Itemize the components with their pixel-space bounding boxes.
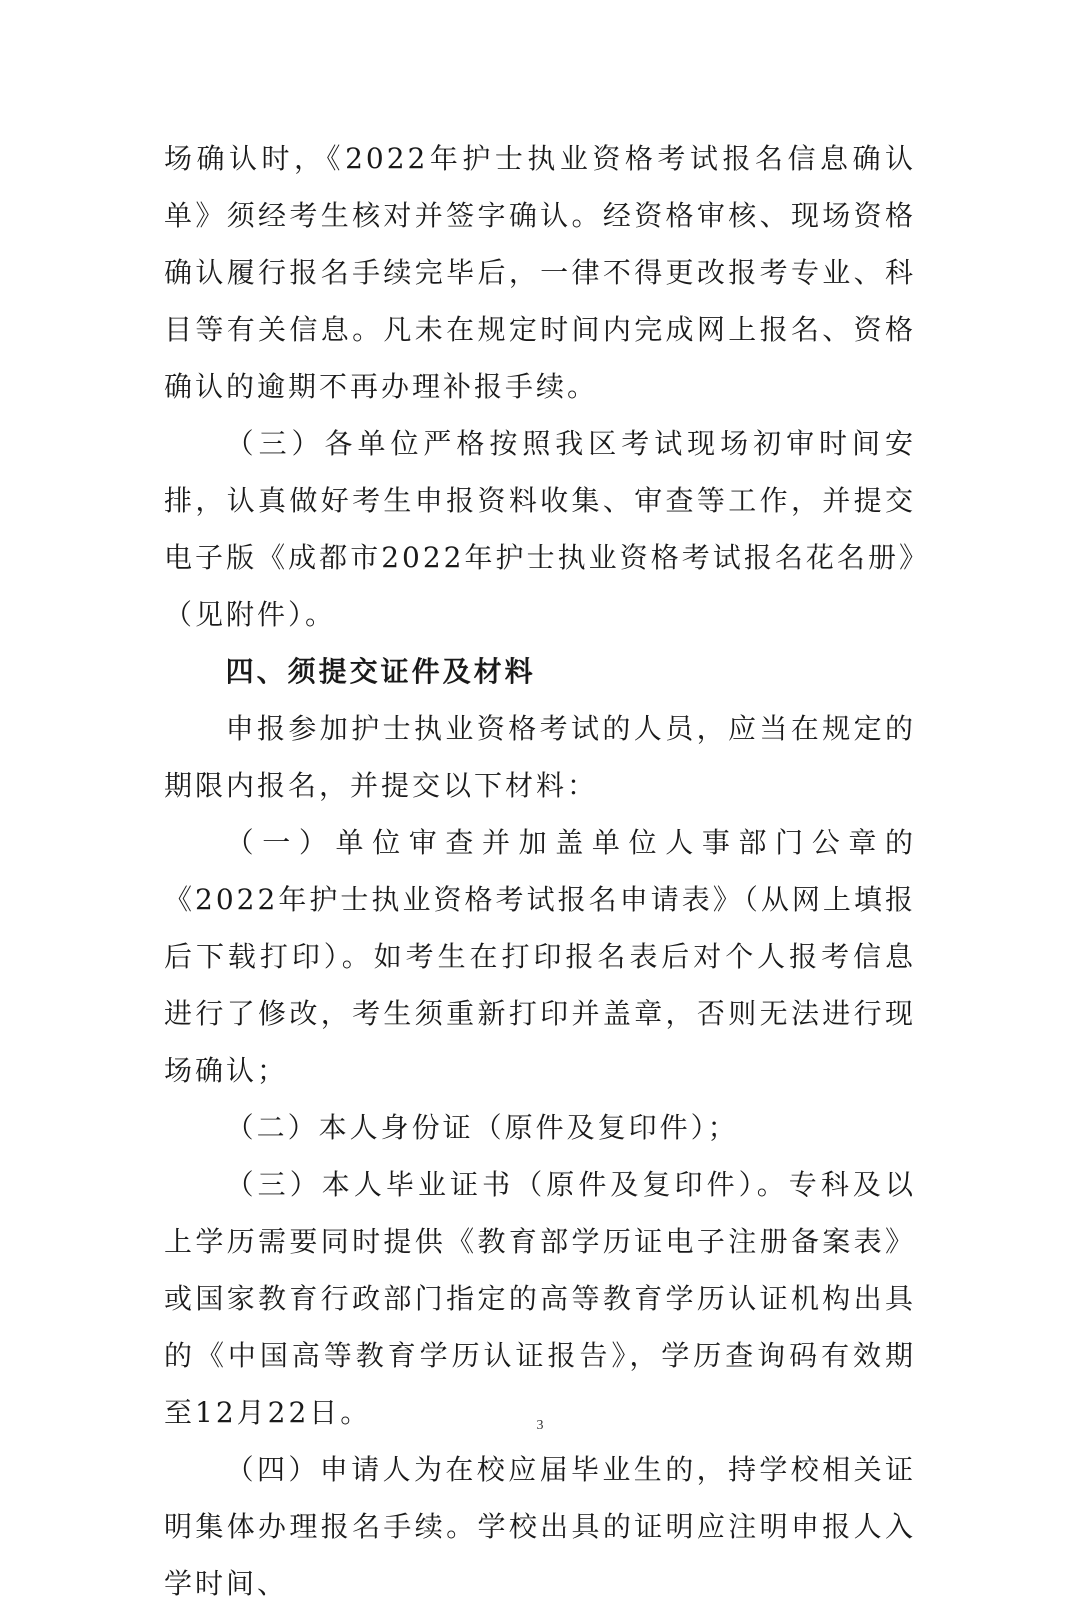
paragraph-material-2-id-card: （二）本人身份证（原件及复印件）； bbox=[225, 1111, 739, 1144]
page-number: 3 bbox=[536, 1418, 544, 1433]
paragraph-material-4-graduates: （四）申请人为在校应届毕业生的，持学校相关证明集体办理报名手续。学校出具的证明应注明申报人入学时间、 bbox=[164, 1453, 916, 1600]
section-heading-required-documents: 四、须提交证件及材料 bbox=[225, 655, 536, 688]
paragraph-material-3-diploma: （三）本人毕业证书（原件及复印件）。专科及以上学历需要同时提供《教育部学历证电子注册备案表》或国家教育行政部门指定的高等教育学历认证机构出具的《中国高等教育学历认证报告》，学历查询码有效期至12月22日。 bbox=[164, 1168, 916, 1429]
paragraph-item-3-initial-review: （三）各单位严格按照我区考试现场初审时间安排，认真做好考生申报资料收集、审查等工作，并提交电子版《成都市2022年护士执业资格考试报名花名册》（见附件）。 bbox=[164, 427, 916, 631]
paragraph-materials-intro: 申报参加护士执业资格考试的人员，应当在规定的期限内报名，并提交以下材料： bbox=[164, 712, 916, 802]
paragraph-material-1-application-form: （一）单位审查并加盖单位人事部门公章的《2022年护士执业资格考试报名申请表》（从网上填报后下载打印）。如考生在打印报名表后对个人报考信息进行了修改，考生须重新打印并盖章，否则无法进行现场确认； bbox=[164, 826, 916, 1087]
document-body bbox=[164, 130, 916, 1612]
paragraph-confirmation-continued: 场确认时，《2022年护士执业资格考试报名信息确认单》须经考生核对并签字确认。经资格审核、现场资格确认履行报名手续完毕后，一律不得更改报考专业、科目等有关信息。凡未在规定时间内完成网上报名、资格确认的逾期不再办理补报手续。 bbox=[164, 142, 916, 403]
